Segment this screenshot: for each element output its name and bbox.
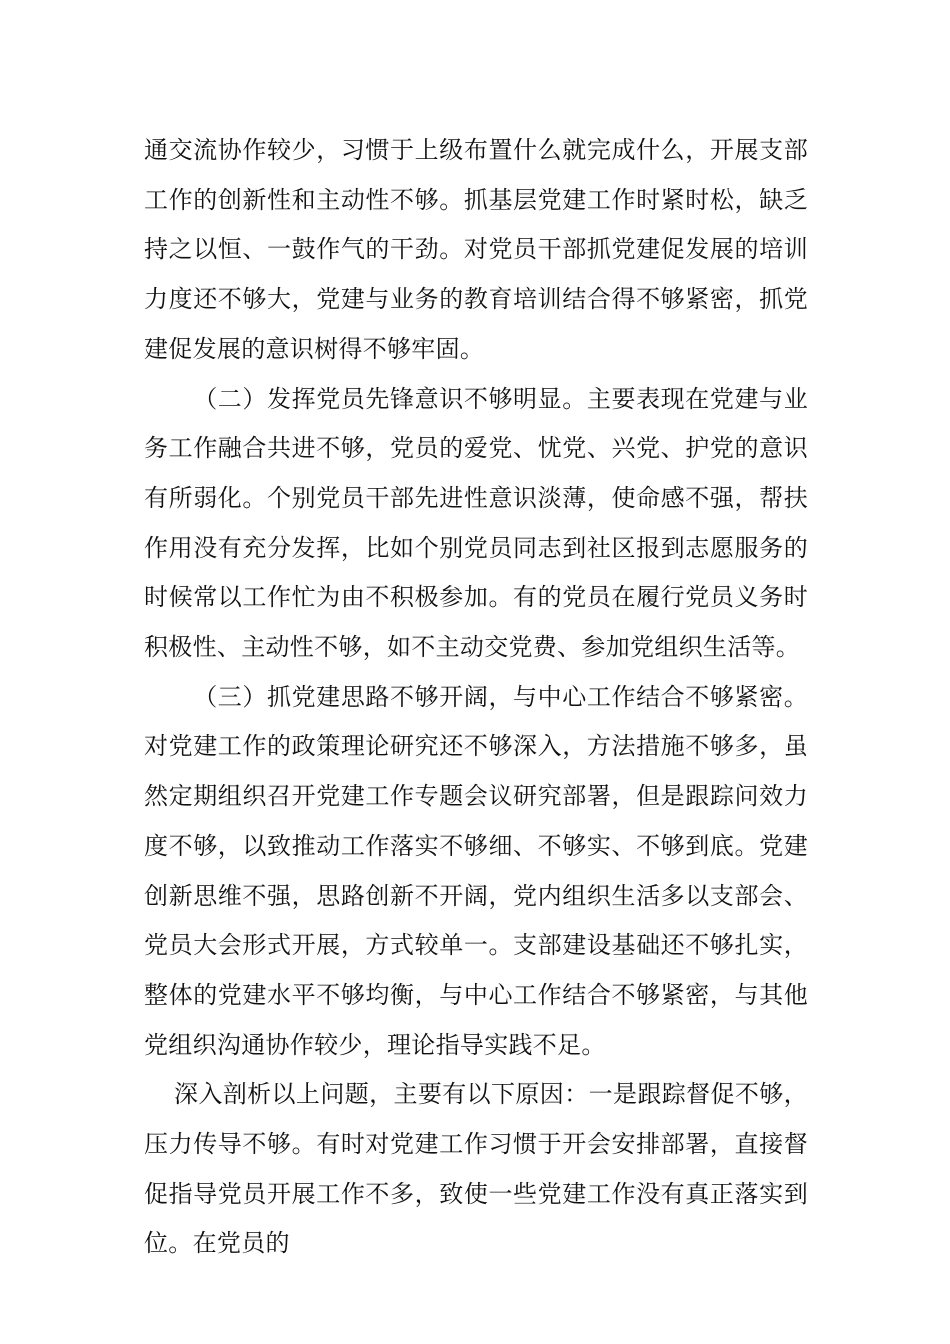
paragraph-analysis: 深入剖析以上问题，主要有以下原因：一是跟踪督促不够，压力传导不够。有时对党建工作习惯于开会安排部署，直接督促指导党员开展工作不多，致使一些党建工作没有真正落实到位。在党员的 [144, 1080, 808, 1258]
paragraph-continuation: 通交流协作较少，习惯于上级布置什么就完成什么，开展支部工作的创新性和主动性不够。抓基层党建工作时紧时松，缺乏持之以恒、一鼓作气的干劲。对党员干部抓党建促发展的培训力度还不够大，党建与业务的教育培训结合得不够紧密，抓党建促发展的意识树得不够牢固。 [144, 136, 808, 363]
document-body [144, 126, 808, 1269]
paragraph-section-three: （三）抓党建思路不够开阔，与中心工作结合不够紧密。对党建工作的政策理论研究还不够深入，方法措施不够多，虽然定期组织召开党建工作专题会议研究部署，但是跟踪问效力度不够，以致推动工作落实不够细、不够实、不够到底。党建创新思维不强，思路创新不开阔，党内组织生活多以支部会、党员大会形式开展，方式较单一。支部建设基础还不够扎实，整体的党建水平不够均衡，与中心工作结合不够紧密，与其他党组织沟通协作较少，理论指导实践不足。 [144, 682, 808, 1059]
paragraph-section-two: （二）发挥党员先锋意识不够明显。主要表现在党建与业务工作融合共进不够，党员的爱党、忧党、兴党、护党的意识有所弱化。个别党员干部先进性意识淡薄，使命感不强，帮扶作用没有充分发挥，比如个别党员同志到社区报到志愿服务的时候常以工作忙为由不积极参加。有的党员在履行党员义务时积极性、主动性不够，如不主动交党费、参加党组织生活等。 [144, 384, 808, 662]
